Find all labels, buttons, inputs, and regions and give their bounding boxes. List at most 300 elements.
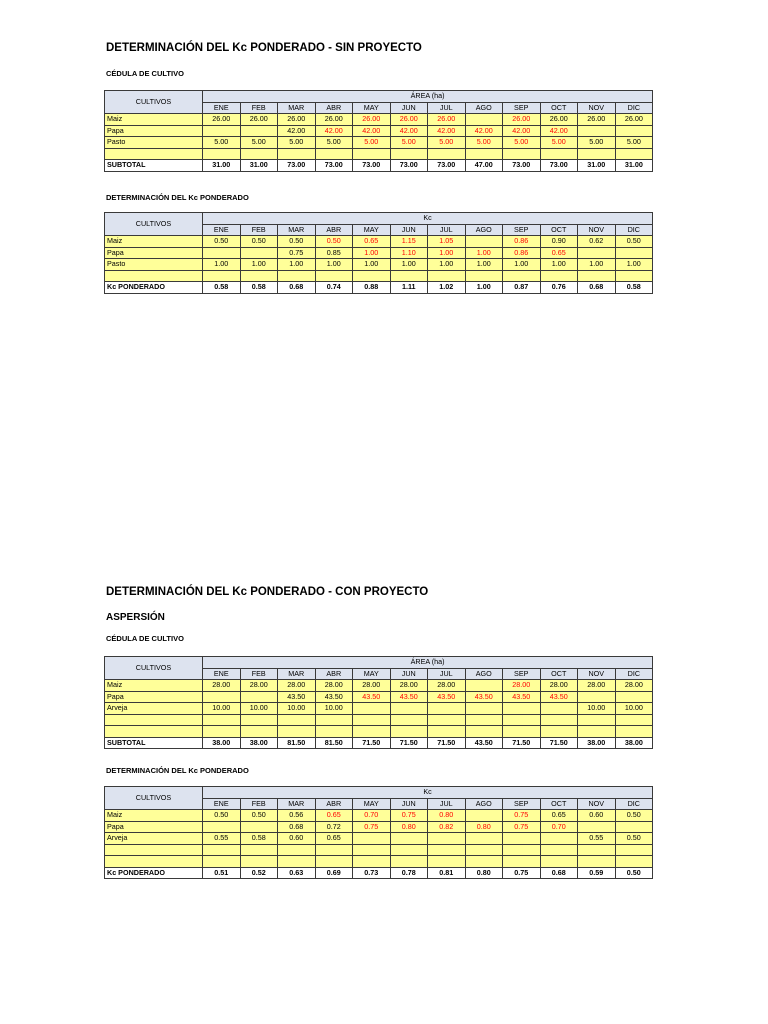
- month-header: DIC: [615, 798, 653, 810]
- value-cell: [353, 844, 391, 856]
- value-cell: 1.00: [428, 247, 466, 259]
- month-header: NOV: [578, 224, 616, 236]
- total-value-cell: 73.00: [353, 160, 391, 172]
- value-cell: 0.60: [278, 833, 316, 845]
- total-value-cell: 81.50: [278, 737, 316, 749]
- table-row: [105, 148, 653, 160]
- section2-kc-table: [104, 786, 653, 879]
- crop-name-cell: Papa: [105, 247, 203, 259]
- month-header: SEP: [503, 102, 541, 114]
- value-cell: 1.10: [390, 247, 428, 259]
- value-cell: 26.00: [240, 114, 278, 126]
- value-cell: [240, 125, 278, 137]
- value-cell: 0.60: [578, 810, 616, 822]
- value-cell: 5.00: [240, 137, 278, 149]
- value-cell: 0.75: [278, 247, 316, 259]
- month-header: NOV: [578, 668, 616, 680]
- value-cell: 1.00: [540, 259, 578, 271]
- value-cell: [540, 148, 578, 160]
- month-header: OCT: [540, 798, 578, 810]
- value-cell: 0.50: [615, 236, 653, 248]
- value-cell: 10.00: [203, 703, 241, 715]
- value-cell: [540, 714, 578, 726]
- value-cell: [503, 856, 541, 868]
- value-cell: [503, 703, 541, 715]
- value-cell: 0.85: [315, 247, 353, 259]
- value-cell: 26.00: [503, 114, 541, 126]
- total-value-cell: 38.00: [203, 737, 241, 749]
- crop-name-cell: Arveja: [105, 703, 203, 715]
- value-cell: [390, 833, 428, 845]
- value-cell: 26.00: [390, 114, 428, 126]
- value-cell: 10.00: [615, 703, 653, 715]
- month-header: MAR: [278, 102, 316, 114]
- value-cell: [278, 270, 316, 282]
- value-cell: 10.00: [240, 703, 278, 715]
- crops-column-header: CULTIVOS: [105, 213, 203, 236]
- total-row: [105, 282, 653, 294]
- value-cell: 0.65: [315, 810, 353, 822]
- month-header: AGO: [465, 224, 503, 236]
- value-cell: 0.50: [615, 833, 653, 845]
- value-cell: [353, 714, 391, 726]
- month-header: DIC: [615, 224, 653, 236]
- month-header: JUL: [428, 798, 466, 810]
- value-cell: 1.15: [390, 236, 428, 248]
- value-cell: [315, 844, 353, 856]
- month-header: OCT: [540, 668, 578, 680]
- month-header: JUN: [390, 668, 428, 680]
- crop-name-cell: Maiz: [105, 236, 203, 248]
- value-cell: [315, 726, 353, 738]
- value-cell: [428, 844, 466, 856]
- value-cell: [578, 148, 616, 160]
- total-row: [105, 867, 653, 879]
- value-cell: 5.00: [503, 137, 541, 149]
- value-cell: [240, 691, 278, 703]
- value-cell: 0.70: [540, 821, 578, 833]
- crop-name-cell: Maiz: [105, 810, 203, 822]
- value-cell: [278, 844, 316, 856]
- month-header: AGO: [465, 798, 503, 810]
- value-cell: [540, 270, 578, 282]
- section2-title: DETERMINACIÓN DEL Kc PONDERADO - CON PROYECTO: [106, 586, 429, 598]
- total-value-cell: 73.00: [390, 160, 428, 172]
- value-cell: 5.00: [428, 137, 466, 149]
- value-cell: [390, 714, 428, 726]
- total-label-cell: SUBTOTAL: [105, 737, 203, 749]
- value-cell: [615, 726, 653, 738]
- month-header: ENE: [203, 102, 241, 114]
- value-cell: [203, 856, 241, 868]
- total-value-cell: 0.76: [540, 282, 578, 294]
- table-row: [105, 270, 653, 282]
- value-cell: 0.58: [240, 833, 278, 845]
- month-header: FEB: [240, 102, 278, 114]
- value-cell: [390, 270, 428, 282]
- value-cell: 0.86: [503, 247, 541, 259]
- value-cell: [615, 691, 653, 703]
- value-cell: [203, 270, 241, 282]
- total-value-cell: 0.63: [278, 867, 316, 879]
- crop-name-cell: [105, 148, 203, 160]
- crop-name-cell: Pasto: [105, 137, 203, 149]
- month-header: OCT: [540, 102, 578, 114]
- value-cell: 0.50: [203, 810, 241, 822]
- value-cell: 28.00: [578, 680, 616, 692]
- month-header: DIC: [615, 668, 653, 680]
- total-value-cell: 0.87: [503, 282, 541, 294]
- total-value-cell: 73.00: [428, 160, 466, 172]
- total-value-cell: 1.00: [465, 282, 503, 294]
- total-value-cell: 0.68: [278, 282, 316, 294]
- month-header: DIC: [615, 102, 653, 114]
- value-cell: 1.00: [615, 259, 653, 271]
- total-value-cell: 31.00: [203, 160, 241, 172]
- total-value-cell: 31.00: [240, 160, 278, 172]
- table-row: [105, 236, 653, 248]
- total-value-cell: 71.50: [353, 737, 391, 749]
- value-cell: 43.50: [540, 691, 578, 703]
- value-cell: [465, 714, 503, 726]
- total-value-cell: 38.00: [578, 737, 616, 749]
- value-cell: 43.50: [390, 691, 428, 703]
- table-row: [105, 726, 653, 738]
- value-cell: 28.00: [353, 680, 391, 692]
- crop-name-cell: Maiz: [105, 114, 203, 126]
- value-cell: [240, 714, 278, 726]
- value-cell: 5.00: [203, 137, 241, 149]
- value-cell: [615, 844, 653, 856]
- value-cell: 1.00: [578, 259, 616, 271]
- total-value-cell: 0.51: [203, 867, 241, 879]
- value-cell: 0.80: [390, 821, 428, 833]
- group-header: ÁREA (ha): [203, 91, 653, 103]
- value-cell: 0.50: [240, 810, 278, 822]
- crop-name-cell: [105, 714, 203, 726]
- value-cell: 0.50: [615, 810, 653, 822]
- month-header: ENE: [203, 798, 241, 810]
- value-cell: 42.00: [353, 125, 391, 137]
- month-header: MAY: [353, 668, 391, 680]
- total-value-cell: 71.50: [428, 737, 466, 749]
- value-cell: [240, 148, 278, 160]
- table-row: [105, 833, 653, 845]
- value-cell: [203, 691, 241, 703]
- value-cell: [203, 247, 241, 259]
- total-value-cell: 0.50: [615, 867, 653, 879]
- value-cell: 26.00: [428, 114, 466, 126]
- section2-area-table: [104, 656, 653, 749]
- total-row: [105, 737, 653, 749]
- value-cell: 1.00: [240, 259, 278, 271]
- total-value-cell: 0.88: [353, 282, 391, 294]
- month-header: ABR: [315, 798, 353, 810]
- value-cell: [240, 856, 278, 868]
- total-value-cell: 0.75: [503, 867, 541, 879]
- value-cell: 0.70: [353, 810, 391, 822]
- value-cell: [465, 114, 503, 126]
- value-cell: [615, 247, 653, 259]
- total-value-cell: 0.81: [428, 867, 466, 879]
- total-value-cell: 0.59: [578, 867, 616, 879]
- table-row: [105, 137, 653, 149]
- total-value-cell: 71.50: [540, 737, 578, 749]
- value-cell: [203, 125, 241, 137]
- month-header: JUN: [390, 102, 428, 114]
- total-label-cell: Kc PONDERADO: [105, 867, 203, 879]
- table-row: [105, 821, 653, 833]
- value-cell: 28.00: [503, 680, 541, 692]
- month-header: NOV: [578, 798, 616, 810]
- month-header: AGO: [465, 102, 503, 114]
- total-value-cell: 0.68: [540, 867, 578, 879]
- section2-cedula-label: CÉDULA DE CULTIVO: [106, 634, 184, 643]
- value-cell: [540, 844, 578, 856]
- value-cell: 1.00: [428, 259, 466, 271]
- table-row: [105, 856, 653, 868]
- total-label-cell: SUBTOTAL: [105, 160, 203, 172]
- value-cell: 28.00: [540, 680, 578, 692]
- value-cell: 0.55: [203, 833, 241, 845]
- crop-name-cell: [105, 844, 203, 856]
- value-cell: 43.50: [428, 691, 466, 703]
- value-cell: [578, 821, 616, 833]
- month-header: FEB: [240, 798, 278, 810]
- value-cell: 0.75: [353, 821, 391, 833]
- value-cell: 10.00: [278, 703, 316, 715]
- value-cell: 0.75: [390, 810, 428, 822]
- value-cell: [578, 125, 616, 137]
- group-header: Kc: [203, 213, 653, 225]
- month-header: ABR: [315, 102, 353, 114]
- month-header: MAR: [278, 668, 316, 680]
- value-cell: [465, 270, 503, 282]
- total-value-cell: 0.52: [240, 867, 278, 879]
- value-cell: [315, 714, 353, 726]
- value-cell: [615, 148, 653, 160]
- total-value-cell: 0.78: [390, 867, 428, 879]
- total-value-cell: 0.80: [465, 867, 503, 879]
- value-cell: [465, 726, 503, 738]
- total-value-cell: 0.69: [315, 867, 353, 879]
- value-cell: 42.00: [390, 125, 428, 137]
- value-cell: [615, 821, 653, 833]
- total-value-cell: 0.58: [203, 282, 241, 294]
- total-value-cell: 0.58: [615, 282, 653, 294]
- table-row: [105, 703, 653, 715]
- month-header: AGO: [465, 668, 503, 680]
- value-cell: 42.00: [540, 125, 578, 137]
- value-cell: [240, 726, 278, 738]
- table-row: [105, 114, 653, 126]
- value-cell: 26.00: [315, 114, 353, 126]
- month-header: JUN: [390, 798, 428, 810]
- value-cell: [503, 844, 541, 856]
- value-cell: 1.00: [203, 259, 241, 271]
- value-cell: 43.50: [353, 691, 391, 703]
- month-header: JUN: [390, 224, 428, 236]
- total-row: [105, 160, 653, 172]
- crop-name-cell: Maiz: [105, 680, 203, 692]
- value-cell: 0.50: [203, 236, 241, 248]
- month-header: MAR: [278, 798, 316, 810]
- value-cell: 5.00: [615, 137, 653, 149]
- total-value-cell: 73.00: [540, 160, 578, 172]
- value-cell: 43.50: [315, 691, 353, 703]
- value-cell: [353, 833, 391, 845]
- value-cell: [353, 856, 391, 868]
- value-cell: [428, 726, 466, 738]
- month-header: MAY: [353, 224, 391, 236]
- value-cell: [353, 270, 391, 282]
- total-value-cell: 31.00: [615, 160, 653, 172]
- total-value-cell: 38.00: [240, 737, 278, 749]
- value-cell: [428, 270, 466, 282]
- value-cell: 5.00: [540, 137, 578, 149]
- value-cell: 43.50: [465, 691, 503, 703]
- value-cell: 0.90: [540, 236, 578, 248]
- value-cell: 28.00: [390, 680, 428, 692]
- value-cell: 43.50: [278, 691, 316, 703]
- value-cell: [465, 236, 503, 248]
- total-value-cell: 0.68: [578, 282, 616, 294]
- value-cell: [315, 270, 353, 282]
- total-value-cell: 73.00: [315, 160, 353, 172]
- total-value-cell: 38.00: [615, 737, 653, 749]
- month-header: ENE: [203, 668, 241, 680]
- value-cell: [390, 148, 428, 160]
- table-row: [105, 714, 653, 726]
- month-header: MAR: [278, 224, 316, 236]
- value-cell: 28.00: [240, 680, 278, 692]
- value-cell: [465, 680, 503, 692]
- value-cell: 0.50: [278, 236, 316, 248]
- value-cell: 0.86: [503, 236, 541, 248]
- value-cell: 10.00: [578, 703, 616, 715]
- value-cell: [503, 148, 541, 160]
- value-cell: [278, 856, 316, 868]
- value-cell: 0.65: [540, 247, 578, 259]
- value-cell: 1.05: [428, 236, 466, 248]
- value-cell: [240, 247, 278, 259]
- value-cell: 26.00: [578, 114, 616, 126]
- month-header: MAY: [353, 102, 391, 114]
- total-value-cell: 47.00: [465, 160, 503, 172]
- month-header: ABR: [315, 668, 353, 680]
- value-cell: 0.65: [315, 833, 353, 845]
- crop-name-cell: Papa: [105, 691, 203, 703]
- value-cell: [203, 844, 241, 856]
- month-header: ABR: [315, 224, 353, 236]
- month-header: SEP: [503, 224, 541, 236]
- value-cell: 0.56: [278, 810, 316, 822]
- value-cell: [465, 810, 503, 822]
- value-cell: 42.00: [428, 125, 466, 137]
- month-header: JUL: [428, 668, 466, 680]
- value-cell: [428, 703, 466, 715]
- value-cell: 10.00: [315, 703, 353, 715]
- value-cell: 1.00: [465, 259, 503, 271]
- value-cell: [615, 714, 653, 726]
- value-cell: [203, 821, 241, 833]
- value-cell: 5.00: [353, 137, 391, 149]
- value-cell: [428, 856, 466, 868]
- value-cell: 28.00: [428, 680, 466, 692]
- value-cell: 42.00: [503, 125, 541, 137]
- value-cell: [503, 726, 541, 738]
- value-cell: 0.72: [315, 821, 353, 833]
- crop-name-cell: [105, 726, 203, 738]
- value-cell: [503, 270, 541, 282]
- month-header: JUL: [428, 102, 466, 114]
- total-value-cell: 31.00: [578, 160, 616, 172]
- value-cell: 0.50: [315, 236, 353, 248]
- value-cell: 42.00: [315, 125, 353, 137]
- value-cell: [578, 726, 616, 738]
- section2-subtitle: ASPERSIÓN: [106, 612, 165, 623]
- value-cell: 42.00: [465, 125, 503, 137]
- table-row: [105, 844, 653, 856]
- crop-name-cell: Arveja: [105, 833, 203, 845]
- value-cell: [465, 844, 503, 856]
- value-cell: 0.75: [503, 810, 541, 822]
- total-value-cell: 0.58: [240, 282, 278, 294]
- value-cell: 28.00: [278, 680, 316, 692]
- value-cell: [390, 703, 428, 715]
- month-header: SEP: [503, 668, 541, 680]
- total-value-cell: 81.50: [315, 737, 353, 749]
- value-cell: 5.00: [278, 137, 316, 149]
- table-row: [105, 259, 653, 271]
- value-cell: 0.65: [353, 236, 391, 248]
- value-cell: [578, 856, 616, 868]
- value-cell: [615, 125, 653, 137]
- section1-kc-label: DETERMINACIÓN DEL Kc PONDERADO: [106, 193, 249, 202]
- value-cell: [615, 270, 653, 282]
- value-cell: 5.00: [315, 137, 353, 149]
- value-cell: [540, 856, 578, 868]
- value-cell: [428, 148, 466, 160]
- month-header: FEB: [240, 224, 278, 236]
- value-cell: [578, 270, 616, 282]
- value-cell: 0.68: [278, 821, 316, 833]
- total-value-cell: 1.11: [390, 282, 428, 294]
- value-cell: [353, 148, 391, 160]
- value-cell: [390, 844, 428, 856]
- value-cell: [240, 270, 278, 282]
- month-header: JUL: [428, 224, 466, 236]
- value-cell: 1.00: [353, 259, 391, 271]
- value-cell: [465, 856, 503, 868]
- value-cell: 5.00: [578, 137, 616, 149]
- value-cell: [203, 726, 241, 738]
- value-cell: 26.00: [278, 114, 316, 126]
- value-cell: [278, 148, 316, 160]
- table-row: [105, 680, 653, 692]
- section1-kc-table: [104, 212, 653, 294]
- value-cell: [578, 714, 616, 726]
- value-cell: [465, 703, 503, 715]
- value-cell: [578, 844, 616, 856]
- crop-name-cell: Pasto: [105, 259, 203, 271]
- value-cell: 0.65: [540, 810, 578, 822]
- crops-column-header: CULTIVOS: [105, 787, 203, 810]
- value-cell: 5.00: [390, 137, 428, 149]
- table-row: [105, 247, 653, 259]
- value-cell: 1.00: [353, 247, 391, 259]
- value-cell: 1.00: [465, 247, 503, 259]
